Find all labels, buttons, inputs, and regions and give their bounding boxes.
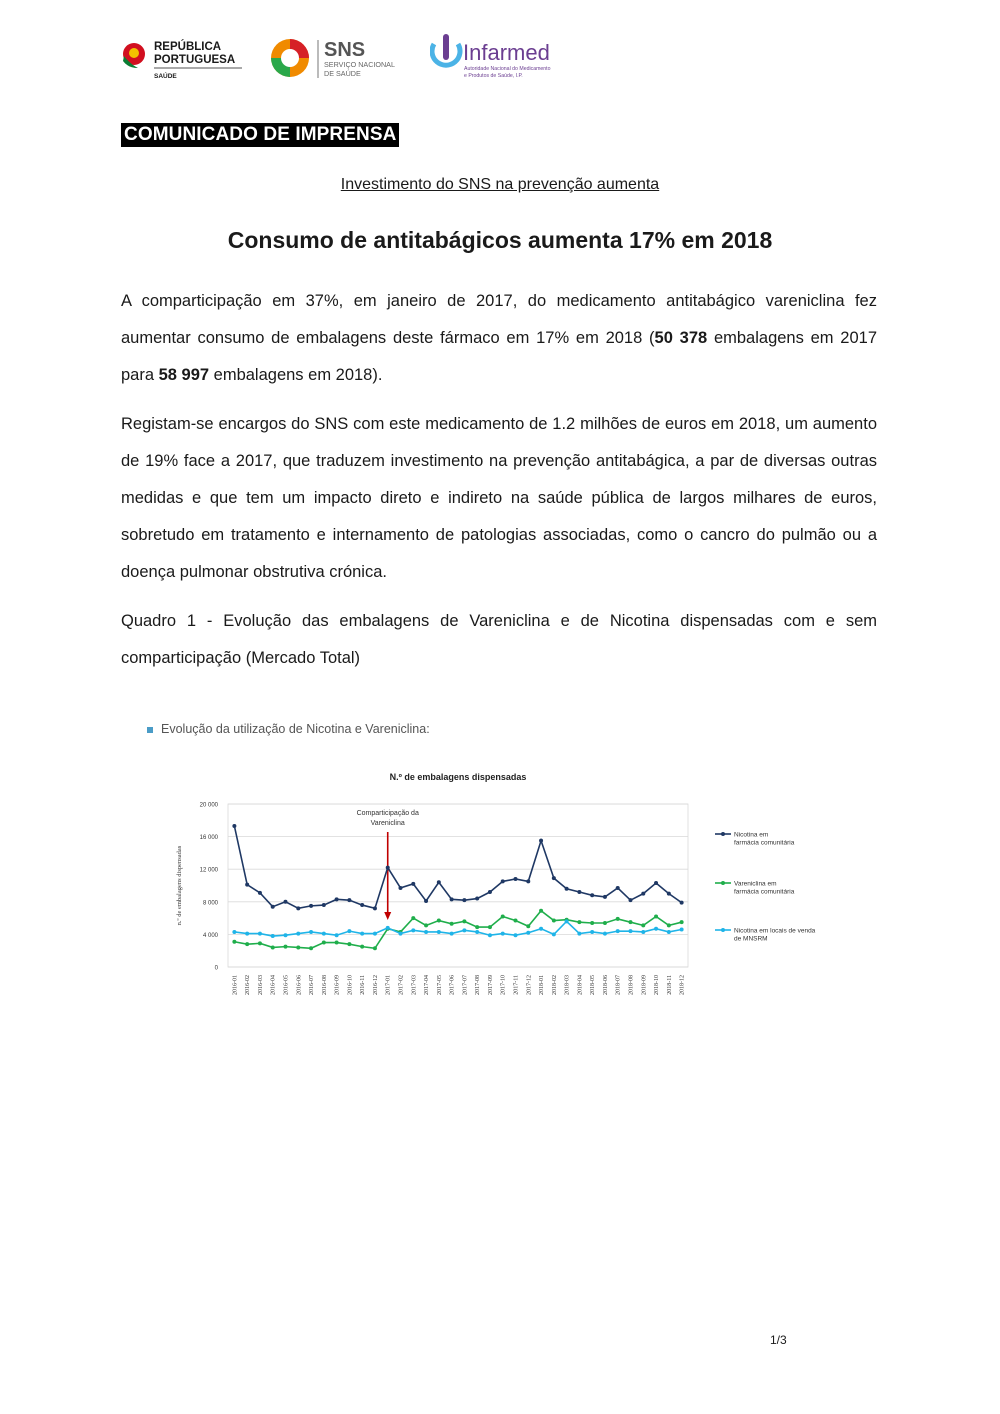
press-release-tag: COMUNICADO DE IMPRENSA [121, 123, 399, 147]
data-point [322, 903, 326, 907]
y-tick-label: 0 [214, 965, 218, 972]
legend-label: Nicotina em farmácia comunitária [734, 831, 795, 847]
table-caption: Quadro 1 - Evolução das embalagens de Vareniclina e de Nicotina dispensadas com e sem comparticipação (Mercado Total) [121, 612, 877, 667]
data-point [271, 934, 275, 938]
x-tick-label: 2018-08 [628, 975, 635, 995]
x-tick-label: 2016-09 [334, 975, 341, 995]
svg-text:Autoridade Nacional do Medicam: Autoridade Nacional do Medicamento [464, 66, 551, 72]
document-title: Consumo de antitabágicos aumenta 17% em 2018 [227, 227, 773, 253]
data-point [629, 898, 633, 902]
data-point [271, 945, 275, 949]
data-point [526, 879, 530, 883]
legend-swatch-marker [721, 832, 725, 836]
data-point [411, 916, 415, 920]
plot-border [228, 804, 688, 967]
data-point [475, 925, 479, 929]
data-point [577, 920, 581, 924]
legend-swatch-marker [721, 881, 725, 885]
data-point [629, 920, 633, 924]
svg-text:PORTUGUESA: PORTUGUESA [154, 54, 236, 66]
x-tick-label: 2018-07 [615, 975, 622, 995]
data-point [514, 919, 518, 923]
x-tick-label: 2018-06 [602, 975, 609, 995]
data-point [386, 866, 390, 870]
x-tick-label: 2016-06 [296, 975, 303, 995]
figure-heading-text: Evolução da utilização de Nicotina e Vareniclina: [161, 722, 430, 736]
x-tick-label: 2017-02 [398, 975, 405, 995]
legend-label: Nicotina em locais de venda de MNSRM [734, 927, 816, 943]
packages-2017-value: 50 378 [654, 329, 708, 347]
svg-text:Infarmed: Infarmed [463, 40, 550, 65]
data-point [488, 925, 492, 929]
data-point [539, 909, 543, 913]
data-point [424, 930, 428, 934]
data-point [424, 899, 428, 903]
data-point [399, 932, 403, 936]
data-point [258, 932, 262, 936]
data-point [335, 897, 339, 901]
svg-text:e Produtos de Saúde, I.P.: e Produtos de Saúde, I.P. [464, 73, 523, 79]
sns-logo [268, 34, 408, 84]
data-point [373, 906, 377, 910]
data-point [232, 930, 236, 934]
data-point [552, 919, 556, 923]
data-point [462, 898, 466, 902]
data-point [590, 921, 594, 925]
data-point [284, 900, 288, 904]
data-point [411, 882, 415, 886]
data-point [347, 898, 351, 902]
data-point [501, 932, 505, 936]
data-point [450, 932, 454, 936]
x-tick-label: 2018-11 [666, 975, 673, 995]
data-point [322, 941, 326, 945]
data-point [501, 879, 505, 883]
document-subtitle: Investimento do SNS na prevenção aumenta [340, 176, 660, 193]
data-point [360, 945, 364, 949]
x-tick-label: 2017-03 [411, 975, 418, 995]
data-point [616, 886, 620, 890]
x-tick-label: 2017-07 [462, 975, 469, 995]
data-point [284, 945, 288, 949]
chart-title: N.º de embalagens dispensadas [389, 772, 527, 782]
x-tick-label: 2016-08 [321, 975, 328, 995]
x-tick-label: 2016-05 [283, 975, 290, 995]
data-point [577, 932, 581, 936]
data-point [616, 929, 620, 933]
data-point [322, 932, 326, 936]
data-point [437, 880, 441, 884]
data-point [373, 932, 377, 936]
y-tick-label: 8 000 [202, 900, 218, 907]
x-tick-label: 2016-07 [309, 975, 316, 995]
data-point [335, 941, 339, 945]
x-tick-label: 2017-05 [436, 975, 443, 995]
x-tick-label: 2016-11 [360, 975, 367, 995]
x-tick-label: 2017-12 [526, 975, 533, 995]
x-tick-label: 2018-02 [551, 975, 558, 995]
data-point [565, 887, 569, 891]
data-point [603, 921, 607, 925]
data-point [667, 930, 671, 934]
data-point [590, 893, 594, 897]
x-tick-label: 2018-01 [539, 975, 546, 995]
data-point [514, 877, 518, 881]
data-point [603, 895, 607, 899]
page-number: 1/3 [770, 1333, 787, 1347]
data-point [258, 891, 262, 895]
x-tick-label: 2016-03 [257, 975, 264, 995]
data-point [539, 839, 543, 843]
svg-text:REPÚBLICA: REPÚBLICA [154, 41, 222, 53]
data-point [616, 917, 620, 921]
x-tick-label: 2018-12 [679, 975, 686, 995]
data-point [424, 923, 428, 927]
data-point [667, 892, 671, 896]
packages-2018-value: 58 997 [158, 366, 210, 384]
data-point [565, 919, 569, 923]
data-point [488, 890, 492, 894]
data-point [245, 942, 249, 946]
svg-text:DE SAÚDE: DE SAÚDE [324, 69, 361, 78]
data-point [296, 906, 300, 910]
data-point [462, 919, 466, 923]
paragraph-intro [121, 283, 877, 394]
data-point [654, 927, 658, 931]
x-tick-label: 2017-09 [487, 975, 494, 995]
series-line [234, 921, 681, 936]
y-tick-label: 4 000 [202, 932, 218, 939]
data-point [437, 919, 441, 923]
data-point [552, 932, 556, 936]
data-point [450, 922, 454, 926]
x-tick-label: 2016-01 [232, 975, 239, 995]
data-point [335, 933, 339, 937]
y-axis-label: n.º de embalagens dispensadas [176, 845, 183, 926]
data-point [654, 881, 658, 885]
y-tick-label: 12 000 [199, 867, 218, 874]
data-point [462, 928, 466, 932]
data-point [680, 920, 684, 924]
svg-text:SNS: SNS [324, 39, 366, 61]
data-point [245, 883, 249, 887]
data-point [360, 903, 364, 907]
data-point [667, 923, 671, 927]
x-tick-label: 2018-05 [590, 975, 597, 995]
annotation-text: Comparticipação da [356, 810, 419, 817]
data-point [641, 892, 645, 896]
x-tick-label: 2018-10 [654, 975, 661, 995]
data-point [309, 904, 313, 908]
data-point [347, 942, 351, 946]
paragraph-intro-text: A comparticipação em 37%, em janeiro de 2017, do medicamento antitabágico vareniclina fez aumentar consumo de embalagens deste fármaco em 17% em 2018 ( [121, 292, 877, 347]
x-tick-label: 2018-03 [564, 975, 571, 995]
data-point [526, 931, 530, 935]
data-point [603, 932, 607, 936]
header-logos [120, 34, 580, 84]
data-point [360, 932, 364, 936]
data-point [450, 897, 454, 901]
data-point [411, 928, 415, 932]
svg-text:SERVIÇO NACIONAL: SERVIÇO NACIONAL [324, 60, 395, 69]
data-point [488, 933, 492, 937]
data-point [399, 886, 403, 890]
paragraph-intro-text: embalagens em 2018). [209, 366, 383, 384]
annotation-text: Vareniclina [370, 820, 405, 827]
data-point [309, 946, 313, 950]
data-point [296, 932, 300, 936]
data-point [577, 890, 581, 894]
data-point [590, 930, 594, 934]
x-tick-label: 2017-10 [500, 975, 507, 995]
republica-portuguesa-logo [120, 34, 250, 84]
data-point [347, 929, 351, 933]
x-tick-label: 2017-01 [385, 975, 392, 995]
data-point [514, 933, 518, 937]
x-tick-label: 2017-04 [424, 975, 431, 995]
data-point [437, 930, 441, 934]
data-point [232, 824, 236, 828]
x-tick-label: 2016-02 [245, 975, 252, 995]
series-line [234, 826, 681, 908]
y-tick-label: 20 000 [199, 802, 218, 809]
data-point [629, 929, 633, 933]
data-point [539, 927, 543, 931]
data-point [258, 941, 262, 945]
paragraph-costs: Registam-se encargos do SNS com este medicamento de 1.2 milhões de euros em 2018, um aumento de 19% face a 2017, que traduzem investimento na prevenção antitabágica, a par de diversas outras medidas e que tem um impacto direto e indireto na saúde pública de largos milhares de euros, sobretudo em tratamento e internamento de patologias associadas, como o cancro do pulmão ou a doença pulmonar obstrutiva crónica. [121, 415, 877, 581]
x-tick-label: 2017-11 [513, 975, 520, 995]
x-tick-label: 2018-09 [641, 975, 648, 995]
legend-swatch-marker [721, 928, 725, 932]
svg-text:SAÚDE: SAÚDE [154, 73, 177, 80]
x-tick-label: 2016-04 [270, 975, 277, 995]
annotation-arrow-head [384, 912, 391, 920]
data-point [232, 940, 236, 944]
data-point [309, 930, 313, 934]
data-point [654, 914, 658, 918]
paragraph-intro-text: embalagens em 2017 para [121, 329, 878, 384]
data-point [373, 946, 377, 950]
data-point [271, 905, 275, 909]
y-tick-label: 16 000 [199, 835, 218, 842]
data-point [641, 930, 645, 934]
data-point [526, 924, 530, 928]
x-tick-label: 2016-10 [347, 975, 354, 995]
data-point [245, 932, 249, 936]
data-point [552, 876, 556, 880]
data-point [475, 897, 479, 901]
data-point [680, 901, 684, 905]
infarmed-logo [430, 34, 580, 84]
legend-label: Vareniclina em farmácia comunitária [734, 880, 795, 896]
x-tick-label: 2018-04 [577, 975, 584, 995]
data-point [641, 923, 645, 927]
chart-figure [121, 712, 881, 1042]
data-point [475, 930, 479, 934]
x-tick-label: 2017-08 [475, 975, 482, 995]
series-line [234, 911, 681, 948]
line-chart [121, 712, 881, 1042]
data-point [680, 928, 684, 932]
data-point [501, 914, 505, 918]
data-point [386, 926, 390, 930]
x-tick-label: 2016-12 [372, 975, 379, 995]
data-point [296, 945, 300, 949]
x-tick-label: 2017-06 [449, 975, 456, 995]
data-point [284, 933, 288, 937]
